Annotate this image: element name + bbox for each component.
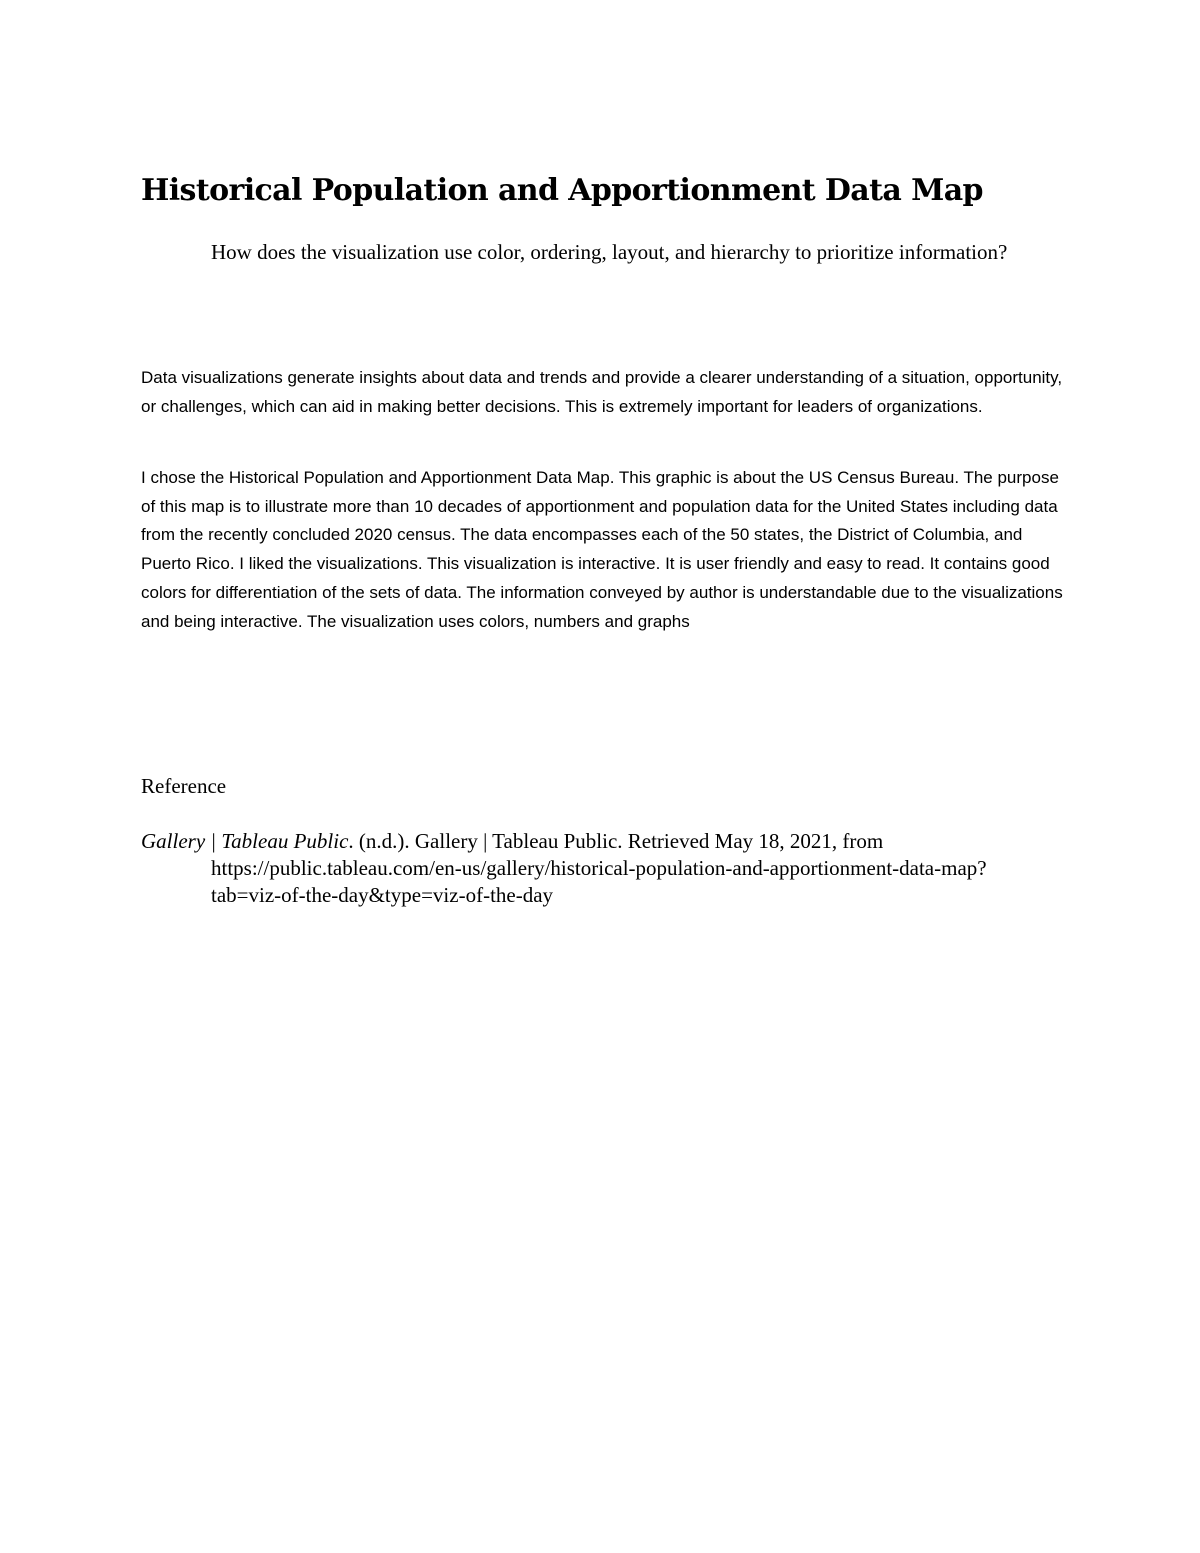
document-title: Historical Population and Apportionment Data Map (141, 173, 983, 208)
guiding-question: How does the visualization use color, ordering, layout, and hierarchy to prioritize information? (211, 240, 1008, 264)
reference-entry (141, 828, 1041, 909)
reference-heading: Reference (141, 774, 227, 798)
body-paragraph-1: Data visualizations generate insights about data and trends and provide a clearer understanding of a situation, opportunity, or challenges, which can aid in making better decisions. This is extremely important for leaders of organizations. (141, 368, 1063, 416)
reference-details: . (n.d.). Gallery | Tableau Public. Retrieved May 18, 2021, from https://public.tableau.com/en-us/gallery/historical-population-and-apportionment-data-map?tab=viz-of-the-day&type=viz-of-the-day (211, 829, 987, 907)
reference-source-title: Gallery | Tableau Public (141, 829, 349, 853)
body-paragraph-2: I chose the Historical Population and Apportionment Data Map. This graphic is about the US Census Bureau. The purpose of this map is to illustrate more than 10 decades of apportionment and population data for the United States including data from the recently concluded 2020 census. The data encompasses each of the 50 states, the District of Columbia, and Puerto Rico. I liked the visualizations. This visualization is interactive. It is user friendly and easy to read. It contains good colors for differentiation of the sets of data. The information conveyed by author is understandable due to the visualizations and being interactive. The visualization uses colors, numbers and graphs (141, 468, 1063, 631)
